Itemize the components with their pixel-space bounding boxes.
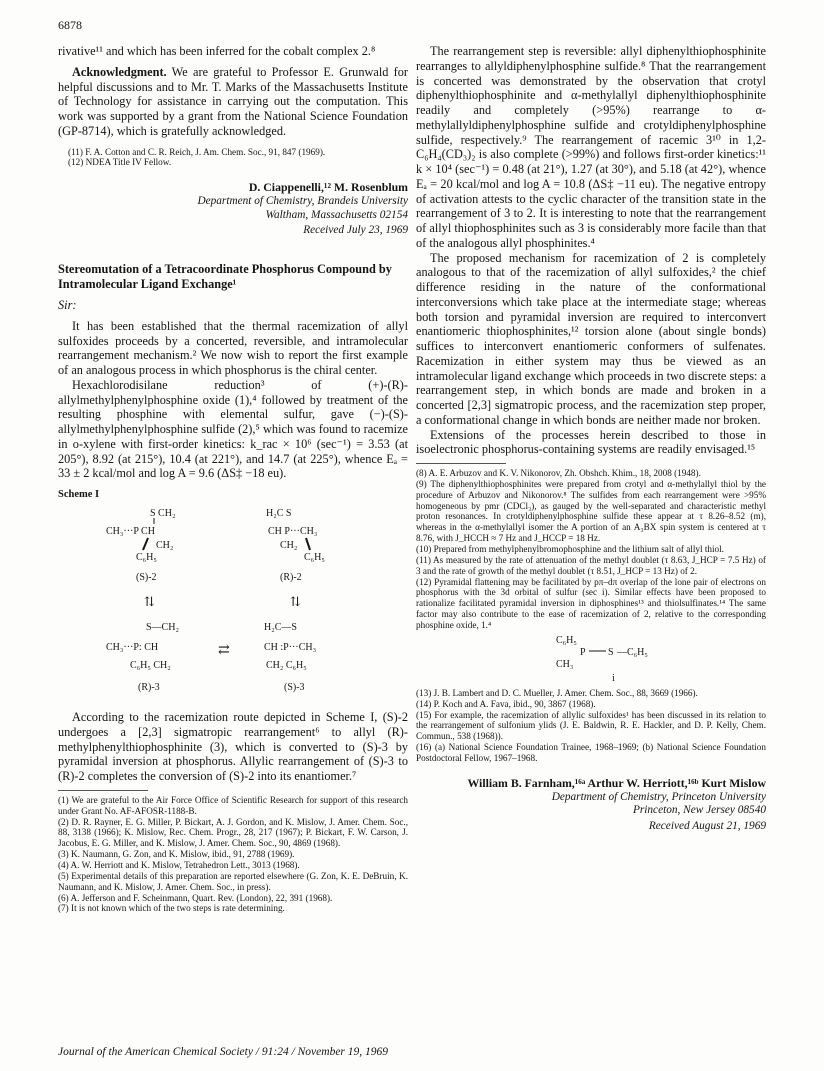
footnote: (12) NDEA Title IV Fellow. [68, 157, 172, 168]
affiliation-line: Department of Chemistry, Princeton University [551, 790, 766, 803]
left-column [58, 44, 408, 914]
previous-affiliation-line: Department of Chemistry, Brandeis University [197, 195, 408, 208]
equilibrium-arrow-icon: ⇅ [290, 594, 301, 610]
structure-text: C₆H₅ [136, 552, 157, 564]
footnote: (6) A. Jefferson and F. Scheinmann, Quart. Rev. (London), 22, 391 (1968). [58, 892, 333, 903]
previous-authors: D. Ciappenelli,¹² M. Rosenblum [248, 180, 408, 195]
authors: William B. Farnham,¹⁶ᵃ Arthur W. Herriott,¹⁶ᵇ Kurt Mislow [467, 775, 766, 790]
acknowledgment-text: We are grateful to Professor E. Grunwald for helpful discussions and to Mr. T. Marks of the Massachusetts Institute of Technology for assistance in carrying out the computation. This work was supported by a grant from the National Science Foundation (GP-8714), which is gratefully acknowledged. [58, 64, 408, 138]
structure-text: CH₃···P: CH [106, 642, 159, 654]
footnote: (11) As measured by the rate of attenuation of the methyl doublet (τ 8.63, J_HCP = 7.5 Hz) of 3 and the rate of growth of the methyl doublet (τ 8.51, J_HCP = 13 Hz) of 2. [416, 554, 766, 576]
paragraph: Extensions of the processes herein described to those in isoelectronic phosphorus-containing systems are readily envisaged.¹⁵ [416, 427, 766, 457]
footnote: (9) The diphenylthiophosphinites were prepared from crotyl and α-methylallyl thiol by the procedure of Arbuzov and Nikonorov.⁸ The sulfides from each rearrangement were >95% homogeneous by pmr (CDCl₃), as gauged by the well-separated and characteristic methyl proton resonances. In crotyldiphenylphosphine sulfide these appear at τ 8.26–8.52 (m), whereas in the α-methylallyl isomer the A portion of an A₃BX spin system is centered at τ 8.76, with J_HCCH ≈ 7 Hz and J_HCCP = 18 Hz. [416, 478, 766, 544]
previous-article-ending: rivative¹¹ and which has been inferred for the cobalt complex 2.⁸ [58, 44, 376, 58]
structure-text: S—CH₂ [146, 622, 179, 634]
paragraph: Hexachlorodisilane reduction³ of (+)-(R)-allylmethylphenylphosphine oxide (1),⁴ followed by treatment of the resulting phosphine with elemental sulfur, gave (−)-(S)-allylmethylphenylphosphine sulfide (2),⁵ which was found to racemize in o-xylene with first-order kinetics: k_rac × 10⁶ (sec⁻¹) = 3.53 (at 205°), 8.92 (at 215°), 10.4 (at 221°), and 14.7 (at 225°), whence Eₐ = 33 ± 2 kcal/mol and log A = 9.6 (ΔS‡ −18 eu). [58, 377, 408, 481]
footnotes [416, 688, 766, 764]
structure-text: S [608, 646, 614, 658]
footnote: (7) It is not known which of the two steps is rate determining. [58, 903, 285, 914]
footnote: (3) K. Naumann, G. Zon, and K. Mislow, ibid., 91, 2788 (1969). [58, 849, 295, 860]
footnote: (1) We are grateful to the Air Force Office of Scientific Research for support of this research under Grant No. AF-AFOSR-1188-B. [58, 794, 408, 816]
structure-text: CH₂ [280, 540, 298, 552]
equilibrium-arrow-icon: ⇅ [144, 594, 155, 610]
affiliation-line: Princeton, New Jersey 08540 [632, 804, 766, 817]
footnote: (15) For example, the racemization of allylic sulfoxides¹ has been discussed in its relation to the rearrangement of sulfonium ylids (J. E. Baldwin, R. E. Hackler, and D. P. Kelly, Chem. Commun., 538 (1968)). [416, 709, 766, 742]
paragraph: The proposed mechanism for racemization of 2 is completely analogous to that of the racemization of allyl sulfoxides,² the chief difference residing in the nature of the conformational interconversions which take place at the intermediate stage; whereas both torsion and pyramidal inversion are required to interconvert enantiomeric thiophosphinites,¹² torsion alone (about single bonds) suffices to interconvert enantiomeric conformers of sulfenates. Racemization in either system may thus be viewed as an intramolecular ligand exchange which proceeds in two discrete steps: a rearrangement step, in which bonds are made and broken in a concerted [2,3] sigmatropic process, and the racemization step proper, a conformational change in which bonds are neither made nor broken. [416, 250, 766, 427]
structure-label: (S)-3 [284, 682, 305, 694]
structure-i [416, 631, 766, 683]
structure-text: CH₃···P CH [106, 526, 155, 538]
footnote-divider [416, 463, 506, 464]
paragraph: According to the racemization route depicted in Scheme I, (S)-2 undergoes a [2,3] sigmatropic rearrangement⁶ to allyl (R)-methylphenylthiophosphinite (3), which is converted to (S)-3 by pyramidal inversion at phosphorus. Allylic rearrangement of (S)-3 to (R)-2 completes the conversion of (S)-2 into its enantiomer.⁷ [58, 710, 408, 784]
structure-text: CH₃ [556, 658, 574, 670]
footnotes [58, 795, 408, 914]
footnote: (2) D. R. Rayner, E. G. Miller, P. Bickart, A. J. Gordon, and K. Mislow, J. Amer. Chem. Soc., 88, 3138 (1966); K. Mislow, Rec. Chem. Progr., 28, 217 (1967); P. Bickart, F. W. Carson, J. Jacobus, E. G. Miller, and K. Mislow, J. Amer. Chem. Soc., 90, 4869 (1968). [58, 816, 408, 849]
footnotes [416, 468, 766, 631]
structure-text: H₂C—S [264, 622, 297, 634]
acknowledgment [58, 65, 408, 139]
footnote: (10) Prepared from methylphenylbromophosphine and the lithium salt of allyl thiol. [416, 544, 724, 555]
structure-text: CH :P···CH₃ [264, 642, 317, 654]
page-number: 6878 [58, 18, 82, 32]
structure-text: C₆H₅ [556, 634, 577, 646]
bond [306, 538, 310, 550]
structure-text: —C₆H₅ [617, 646, 648, 658]
footnote: (12) Pyramidal flattening may be facilitated by pπ–dπ overlap of the lone pair of electrons on phosphorus with the 3d orbital of sulfur (sec i). Similar effects have been proposed to rationalize facilitated pyramidal inversion in diphosphines¹³ and thiolsulfinates.¹⁴ The same factor may also contribute to the ease of racemization of 2, relative to the corresponding phosphine oxide, 1.⁴ [416, 576, 766, 631]
scheme-label: Scheme I [58, 489, 100, 501]
footnote: (13) J. B. Lambert and D. C. Mueller, J. Amer. Chem. Soc., 88, 3669 (1966). [416, 687, 698, 698]
footnote-divider [58, 790, 148, 791]
previous-received-date: Received July 23, 1969 [303, 224, 408, 237]
structure-label: (R)-2 [280, 572, 302, 584]
footnote: (4) A. W. Herriott and K. Mislow, Tetrahedron Lett., 3013 (1968). [58, 859, 300, 870]
structure-text: CH P···CH₃ [268, 526, 318, 538]
structure-text: CH₂ [156, 540, 174, 552]
footnote: (14) P. Koch and A. Fava, ibid., 90, 3867 (1968). [416, 698, 596, 709]
structure-label: (R)-3 [138, 682, 160, 694]
structure-text: C₆H₅ CH₂ [130, 660, 171, 672]
paragraph: It has been established that the thermal racemization of allyl sulfoxides proceeds by a concerted, reversible, and intramolecular rearrangement mechanism.² We now wish to report the first example of an analogous process in which phosphorus is the chiral center. [58, 318, 408, 378]
journal-footer: Journal of the American Chemical Society / 91:24 / November 19, 1969 [58, 1046, 389, 1058]
article-title: Stereomutation of a Tetracoordinate Phosphorus Compound by Intramolecular Ligand Exchange¹ [58, 262, 392, 292]
paragraph: The rearrangement step is reversible: allyl diphenylthiophosphinite rearranges to allyldiphenylphosphine sulfide.⁸ That the rearrangement is concerted was demonstrated by the observation that crotyl diphenylthiophosphinite and α-methylallyl diphenylthiophosphinite readily and completely (>95%) rearrange to α-methylallyldiphenylphosphine sulfide and crotyldiphenylphosphine sulfide, respectively.⁹ The rearrangement of racemic 3¹⁰ in 1,2-C₆H₄(CD₃)₂ is also complete (>99%) and follows first-order kinetics:¹¹ k × 10⁴ (sec⁻¹) = 0.48 (at 21°), 1.27 (at 30°), and 5.18 (at 42°), whence Eₐ = 20 kcal/mol and log A = 10.8 (ΔS‡ −11 eu). The negative entropy of activation attests to the cyclic character of the transition state in the rearrangement of 3 to 2. It is interesting to note that the rearrangement of allyl thiophosphinites such as 3 is considerably more facile than that of the analogous allyl phosphinites.⁴ [416, 44, 766, 250]
footnote: (16) (a) National Science Foundation Trainee, 1968–1969; (b) National Science Foundation Postdoctoral Fellow, 1967–1968. [416, 742, 766, 764]
footnote: (5) Experimental details of this preparation are reported elsewhere (G. Zon, K. E. DeBruin, K. Naumann, and K. Mislow, J. Amer. Chem. Soc., in press). [58, 870, 408, 892]
structure-text: P [580, 646, 586, 658]
structure-text: H₂C S [266, 508, 292, 520]
received-date: Received August 21, 1969 [648, 820, 766, 832]
structure-label: (S)-2 [136, 572, 157, 584]
structure-text: CH₂ C₆H₅ [266, 660, 307, 672]
acknowledgment-label: Acknowledgment. [72, 64, 167, 79]
previous-affiliation-line: Waltham, Massachusetts 02154 [265, 208, 408, 221]
scheme-diagram [58, 502, 408, 710]
structure-label: i [612, 672, 615, 683]
footnote: (8) A. E. Arbuzov and K. V. Nikonorov, Zh. Obshch. Khim., 18, 2008 (1948). [416, 468, 701, 478]
right-column [416, 44, 766, 832]
previous-footnotes [58, 147, 408, 169]
structure-text: C₆H₅ [304, 552, 325, 564]
bond [143, 538, 148, 550]
footnote: (11) F. A. Cotton and C. R. Reich, J. Am. Chem. Soc., 91, 847 (1969). [68, 146, 326, 157]
structure-text: S CH₂ [150, 508, 176, 520]
salutation: Sir: [58, 297, 77, 312]
equilibrium-arrow-icon: ⇄ [218, 643, 230, 659]
